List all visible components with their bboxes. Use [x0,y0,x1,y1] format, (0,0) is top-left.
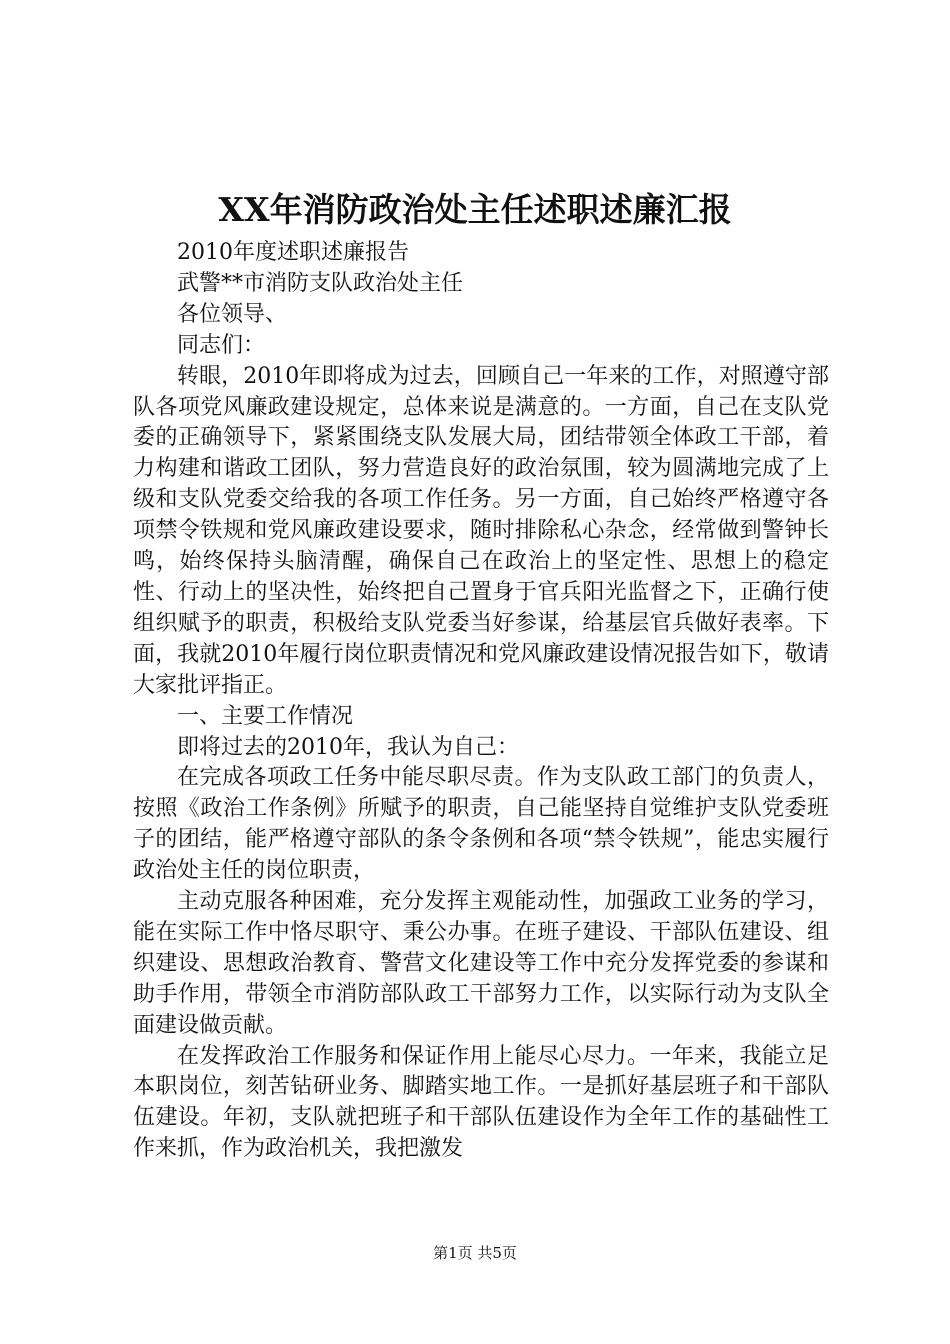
paragraph-intro: 转眼，2010年即将成为过去，回顾自己一年来的工作，对照遵守部队各项党风廉政建设规定，总体来说是满意的。一方面，自己在支队党委的正确领导下，紧紧围绕支队发展大局，团结带领全体政工干部，着力构建和谐政工团队，努力营造良好的政治氛围，较为圆满地完成了上级和支队党委交给我的各项工作任务。另一方面，自己始终严格遵守各项禁令铁规和党风廉政建设要求，随时排除私心杂念，经常做到警钟长鸣，始终保持头脑清醒，确保自己在政治上的坚定性、思想上的稳定性、行动上的坚决性，始终把自己置身于官兵阳光监督之下，正确行使组织赋予的职责，积极给支队党委当好参谋，给基层官兵做好表率。下面，我就2010年履行岗位职责情况和党风廉政建设情况报告如下，敬请大家批评指正。 [133,363,829,698]
page-footer: 第1页 共5页 [433,1244,517,1262]
paragraph-salutation-1: 各位领导、 [177,301,288,327]
paragraph-initiative: 主动克服各种困难，充分发挥主观能动性，加强政工业务的学习，能在实际工作中恪尽职守、秉公办事。在班子建设、干部队伍建设、组织建设、思想政治教育、警营文化建设等工作中充分发挥党委的参谋和助手作用，带领全市消防部队政工干部努力工作，以实际行动为支队全面建设做贡献。 [133,889,829,1038]
document-body [133,238,829,1165]
paragraph-service: 在发挥政治工作服务和保证作用上能尽心尽力。一年来，我能立足本职岗位，刻苦钻研业务、脚踏实地工作。一是抓好基层班子和干部队伍建设。年初，支队就把班子和干部队伍建设作为全年工作的基础性工作来抓，作为政治机关，我把激发 [133,1043,829,1162]
section-heading-main-work: 一、主要工作情况 [177,703,354,729]
paragraph-author: 武警**市消防支队政治处主任 [177,270,464,296]
document-title: XX年消防政治处主任述职述廉汇报 [218,190,732,229]
paragraph-report-heading: 2010年度述职述廉报告 [177,240,409,265]
paragraph-lead-in: 即将过去的2010年，我认为自己： [177,734,519,760]
paragraph-duty: 在完成各项政工任务中能尽职尽责。作为支队政工部门的负责人，按照《政治工作条例》所赋予的职责，自己能坚持自觉维护支队党委班子的团结，能严格遵守部队的条令条例和各项“禁令铁规”，能忠实履行政治处主任的岗位职责， [133,765,829,884]
paragraph-salutation-2: 同志们： [177,332,266,358]
